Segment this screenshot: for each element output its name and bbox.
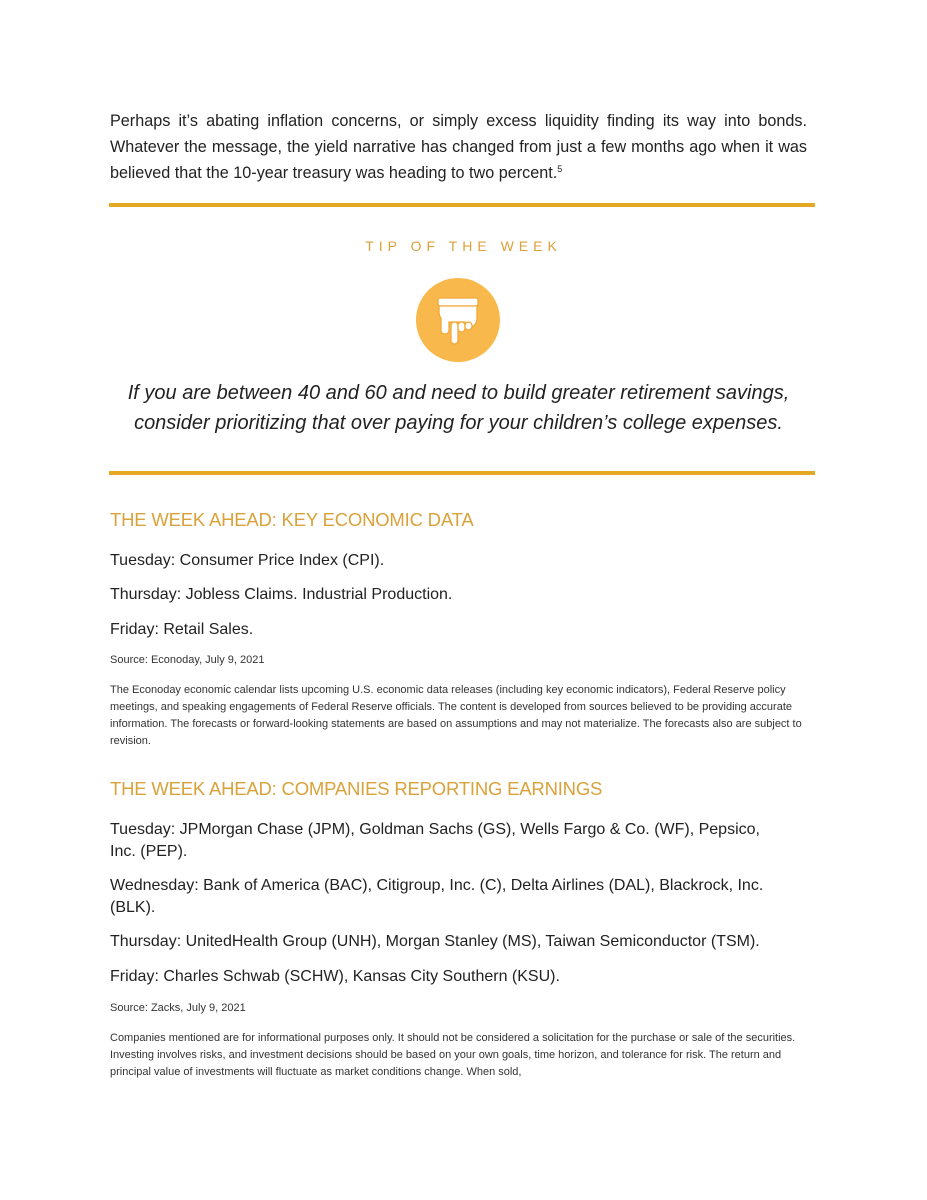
- earnings-item-wednesday: Wednesday: Bank of America (BAC), Citigroup, Inc. (C), Delta Airlines (DAL), Blackrock, Inc. (BLK).: [110, 877, 764, 916]
- tip-quote: [0, 378, 917, 438]
- tip-bottom-divider: [109, 471, 815, 475]
- pointing-down-hand-icon: [416, 278, 500, 362]
- earnings-source: Source: Zacks, July 9, 2021: [110, 1002, 246, 1014]
- tip-label: TIP OF THE WEEK: [365, 238, 562, 254]
- earnings-item-thursday: Thursday: UnitedHealth Group (UNH), Morgan Stanley (MS), Taiwan Semiconductor (TSM).: [110, 933, 760, 950]
- economic-source: Source: Econoday, July 9, 2021: [110, 654, 265, 666]
- tip-quote-line-2: consider prioritizing that over paying for your children’s college expenses.: [134, 412, 783, 434]
- earnings-heading: THE WEEK AHEAD: COMPANIES REPORTING EARNINGS: [110, 778, 603, 799]
- economic-item-thursday: Thursday: Jobless Claims. Industrial Production.: [110, 586, 453, 603]
- tip-top-divider: [109, 203, 815, 207]
- intro-text: Perhaps it’s abating inflation concerns, or simply excess liquidity finding its way into bonds. Whatever the message, the yield narrative has changed from just a few months ago when it was believed that the 10-year treasury was heading to two percent.: [110, 112, 807, 182]
- earnings-item-tuesday: Tuesday: JPMorgan Chase (JPM), Goldman Sachs (GS), Wells Fargo & Co. (WF), Pepsico, Inc. (PEP).: [110, 821, 760, 860]
- footnote-marker: 5: [557, 164, 563, 174]
- economic-disclaimer: The Econoday economic calendar lists upcoming U.S. economic data releases (including key economic indicators), Federal Reserve policy meetings, and speaking engagements of Federal Reserve officials. The content is developed from sources believed to be providing accurate information. The forecasts or forward-looking statements are based on assumptions and may not materialize. The forecasts also are subject to revision.: [110, 684, 802, 747]
- earnings-disclaimer: Companies mentioned are for informational purposes only. It should not be considered a solicitation for the purchase or sale of the securities. Investing involves risks, and investment decisions should be based on your own goals, time horizon, and tolerance for risk. The return and principal value of investments will fluctuate as market conditions change. When sold,: [110, 1032, 796, 1078]
- economic-data-heading: THE WEEK AHEAD: KEY ECONOMIC DATA: [110, 509, 474, 530]
- intro-paragraph: [110, 108, 807, 186]
- earnings-item-friday: Friday: Charles Schwab (SCHW), Kansas City Southern (KSU).: [110, 968, 560, 985]
- economic-item-friday: Friday: Retail Sales.: [110, 621, 254, 638]
- economic-item-tuesday: Tuesday: Consumer Price Index (CPI).: [110, 552, 385, 569]
- tip-quote-line-1: If you are between 40 and 60 and need to build greater retirement savings,: [127, 382, 790, 404]
